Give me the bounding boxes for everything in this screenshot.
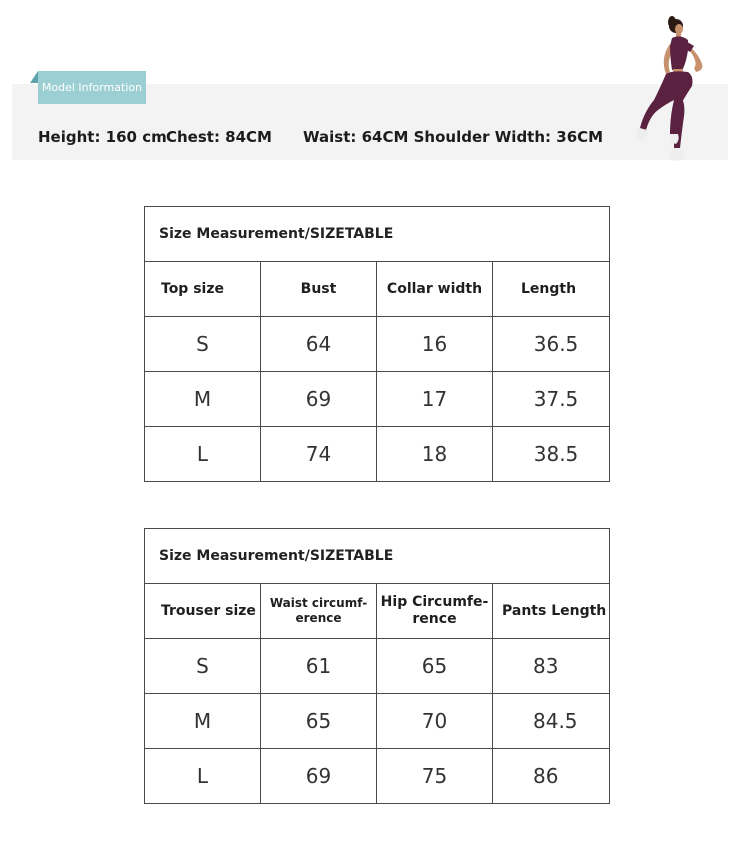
model-figure	[636, 12, 708, 166]
cell-pants-length: 83	[493, 639, 610, 694]
table-title-row	[145, 207, 610, 262]
header-pants-length: Pants Length	[493, 584, 610, 639]
header-top-size: Top size	[145, 262, 261, 317]
table-row	[145, 427, 610, 482]
cell-waist: 65	[261, 694, 377, 749]
header-hip-circumference: Hip Circumfe- rence	[377, 584, 493, 639]
cell-waist: 69	[261, 749, 377, 804]
table-title: Size Measurement/SIZETABLE	[145, 529, 610, 584]
table-row	[145, 317, 610, 372]
cell-size: M	[145, 372, 261, 427]
cell-size: S	[145, 317, 261, 372]
table-row	[145, 749, 610, 804]
model-height: Height: 160 cm	[38, 128, 167, 146]
cell-length: 37.5	[493, 372, 610, 427]
cell-collar: 17	[377, 372, 493, 427]
header-collar-width: Collar width	[377, 262, 493, 317]
cell-hip: 70	[377, 694, 493, 749]
table-title: Size Measurement/SIZETABLE	[145, 207, 610, 262]
cell-pants-length: 86	[493, 749, 610, 804]
tag-fold	[30, 71, 38, 83]
cell-pants-length: 84.5	[493, 694, 610, 749]
cell-size: S	[145, 639, 261, 694]
cell-hip: 75	[377, 749, 493, 804]
table-row	[145, 694, 610, 749]
table-title-row	[145, 529, 610, 584]
cell-collar: 18	[377, 427, 493, 482]
model-chest: Chest: 84CM	[166, 128, 272, 146]
table-row	[145, 372, 610, 427]
cell-length: 38.5	[493, 427, 610, 482]
cell-size: M	[145, 694, 261, 749]
model-info-tag: Model Information	[38, 71, 146, 104]
cell-size: L	[145, 427, 261, 482]
cell-bust: 64	[261, 317, 377, 372]
header-bust: Bust	[261, 262, 377, 317]
cell-collar: 16	[377, 317, 493, 372]
trouser-size-table	[144, 528, 610, 804]
header-trouser-size: Trouser size	[145, 584, 261, 639]
top-size-table	[144, 206, 610, 482]
header-waist-circumference: Waist circumf- erence	[261, 584, 377, 639]
header-length: Length	[493, 262, 610, 317]
cell-hip: 65	[377, 639, 493, 694]
cell-length: 36.5	[493, 317, 610, 372]
cell-bust: 74	[261, 427, 377, 482]
cell-bust: 69	[261, 372, 377, 427]
table-header-row	[145, 262, 610, 317]
model-waist-shoulder: Waist: 64CM Shoulder Width: 36CM	[303, 128, 604, 146]
cell-size: L	[145, 749, 261, 804]
table-row	[145, 639, 610, 694]
cell-waist: 61	[261, 639, 377, 694]
table-header-row	[145, 584, 610, 639]
